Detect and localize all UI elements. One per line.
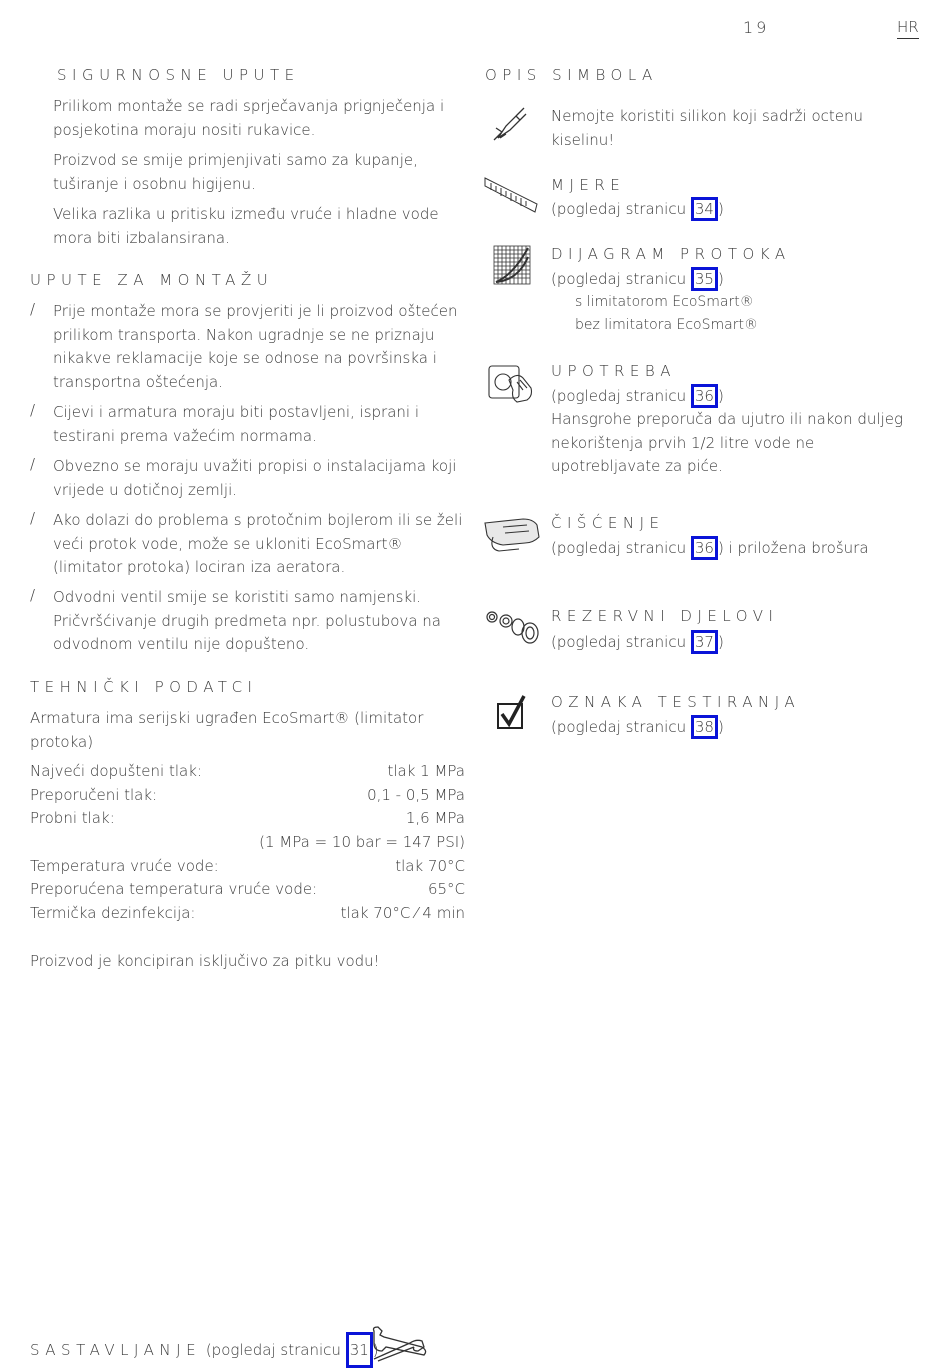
mount-item-2: Cijevi i armatura moraju biti postavljeni, isprani i testirani prema važećim normama. xyxy=(53,403,420,445)
measures-title: MJERE xyxy=(551,176,626,194)
see-page-label: (pogledaj stranicu xyxy=(205,1341,341,1359)
tech-row xyxy=(30,902,465,926)
tech-key: Temperatura vruće vode: xyxy=(30,857,219,875)
page-number: 19 xyxy=(743,18,770,37)
tech-value: tlak 70°C ⁄ 4 min xyxy=(340,904,465,922)
usage-text: Hansgrohe preporuča da ujutro ili nakon duljeg nekorištenja prvih 1/2 litre vode ne upotrebljavate za piće. xyxy=(551,410,903,475)
tech-row xyxy=(30,831,465,855)
bullet-slash: / xyxy=(30,300,36,318)
assembly-line xyxy=(30,1332,379,1368)
usage-title: UPOTREBA xyxy=(551,362,676,380)
safety-paragraph-3: Velika razlika u pritisku između vruće i hladne vode mora biti izbalansirana. xyxy=(53,205,439,247)
safety-paragraph-2: Proizvod se smije primjenjivati samo za kupanje, tuširanje i osobnu higijenu. xyxy=(53,151,418,193)
tools-icon xyxy=(370,1325,430,1367)
see-page-label: (pogledaj stranicu xyxy=(551,633,687,651)
flow-without-limiter: bez limitatora EcoSmart® xyxy=(575,317,758,333)
close-paren: ) xyxy=(372,1341,379,1359)
safety-paragraph-1: Prilikom montaže se radi sprječavanja prignječenja i posjekotina moraju nositi rukavice. xyxy=(53,97,445,139)
close-paren: ) xyxy=(717,539,724,557)
checkbox-checkmark-icon xyxy=(496,694,528,736)
tech-row xyxy=(30,807,465,831)
silicone-warning: Nemojte koristiti silikon koji sadrži octenu kiselinu! xyxy=(551,107,864,149)
see-page-label: (pogledaj stranicu xyxy=(551,270,687,288)
close-paren: ) xyxy=(717,200,724,218)
tech-key: Preporućena temperatura vruće vode: xyxy=(30,880,318,898)
test-title: OZNAKA TESTIRANJA xyxy=(551,693,801,711)
close-paren: ) xyxy=(717,718,724,736)
page-link-34[interactable]: 34 xyxy=(691,197,718,221)
cleaning-suffix: i priložena brošura xyxy=(723,539,869,557)
page-link-38[interactable]: 38 xyxy=(691,715,718,739)
tech-value: tlak 70°C xyxy=(395,857,465,875)
tech-row xyxy=(30,855,465,879)
mount-title: UPUTE ZA MONTAŽU xyxy=(30,271,274,289)
bullet-slash: / xyxy=(30,586,36,604)
usage-ref xyxy=(551,384,921,409)
bullet-slash: / xyxy=(30,455,36,473)
cleaning-ref xyxy=(551,536,921,561)
tech-value: 0,1 - 0,5 MPa xyxy=(367,786,465,804)
tech-intro: Armatura ima serijski ugrađen EcoSmart® (limitator protoka) xyxy=(30,709,424,751)
tech-row xyxy=(30,760,465,784)
hand-operating-tap-icon xyxy=(487,362,535,408)
spare-parts-icon xyxy=(484,607,542,649)
close-paren: ) xyxy=(717,387,724,405)
tech-note: Proizvod je koncipiran isključivo za pitku vodu! xyxy=(30,952,380,970)
cleaning-title: ČIŠĆENJE xyxy=(551,514,665,532)
symbols-title: OPIS SIMBOLA xyxy=(485,66,658,84)
see-page-label: (pogledaj stranicu xyxy=(551,539,687,557)
mount-item-1: Prije montaže mora se provjeriti je li proizvod oštećen prilikom transporta. Nakon ugradnje se ne priznaju nikakve reklamacije koje se odnose na površinska i transportna oštećenja. xyxy=(53,302,458,391)
tech-value: tlak 1 MPa xyxy=(387,762,465,780)
tech-value: (1 MPa = 10 bar = 147 PSI) xyxy=(259,833,465,851)
flow-ref xyxy=(551,267,921,292)
cleaning-hand-icon xyxy=(483,513,541,557)
safety-title: SIGURNOSNE UPUTE xyxy=(57,66,300,84)
tech-key: Termička dezinfekcija: xyxy=(30,904,196,922)
tech-value: 1,6 MPa xyxy=(405,809,465,827)
page-link-37[interactable]: 37 xyxy=(691,630,718,654)
mount-item-3: Obvezno se moraju uvažiti propisi o instalacijama koji vrijede u dotičnoj zemlji. xyxy=(53,457,457,499)
tech-key: Najveći dopušteni tlak: xyxy=(30,762,202,780)
language-code: HR xyxy=(897,18,919,39)
see-page-label: (pogledaj stranicu xyxy=(551,200,687,218)
mount-item-5: Odvodni ventil smije se koristiti samo namjenski. Pričvršćivanje drugih predmeta npr. polustubova na odvodnom ventilu nije dopušteno. xyxy=(53,588,441,653)
tech-key: Preporučeni tlak: xyxy=(30,786,158,804)
tech-row xyxy=(30,878,465,902)
parts-ref xyxy=(551,630,921,655)
page-link-35[interactable]: 35 xyxy=(691,267,718,291)
bullet-slash: / xyxy=(30,401,36,419)
page-link-36[interactable]: 36 xyxy=(691,384,718,408)
ruler-icon xyxy=(483,176,539,220)
flow-with-limiter: s limitatorom EcoSmart® xyxy=(575,294,754,310)
tech-row xyxy=(30,784,465,808)
test-ref xyxy=(551,715,921,740)
see-page-label: (pogledaj stranicu xyxy=(551,387,687,405)
parts-title: REZERVNI DJELOVI xyxy=(551,607,779,625)
see-page-label: (pogledaj stranicu xyxy=(551,718,687,736)
page-link-36-cleaning[interactable]: 36 xyxy=(691,536,718,560)
mount-item-4: Ako dolazi do problema s protočnim bojlerom ili se želi veći protok vode, može se ukloniti EcoSmart® (limitator protoka) lociran iza aeratora. xyxy=(53,511,463,576)
bullet-slash: / xyxy=(30,509,36,527)
tech-value: 65°C xyxy=(427,880,465,898)
page-link-31[interactable]: 31 xyxy=(346,1332,373,1368)
close-paren: ) xyxy=(717,270,724,288)
tech-title: TEHNIČKI PODATCI xyxy=(30,678,258,696)
flow-diagram-icon xyxy=(493,245,531,289)
tech-key: Probni tlak: xyxy=(30,809,115,827)
silicone-gun-icon xyxy=(490,104,530,148)
close-paren: ) xyxy=(717,633,724,651)
assembly-title: SASTAVLJANJE xyxy=(30,1341,202,1359)
flow-title: DIJAGRAM PROTOKA xyxy=(551,245,791,263)
measures-ref xyxy=(551,197,921,222)
